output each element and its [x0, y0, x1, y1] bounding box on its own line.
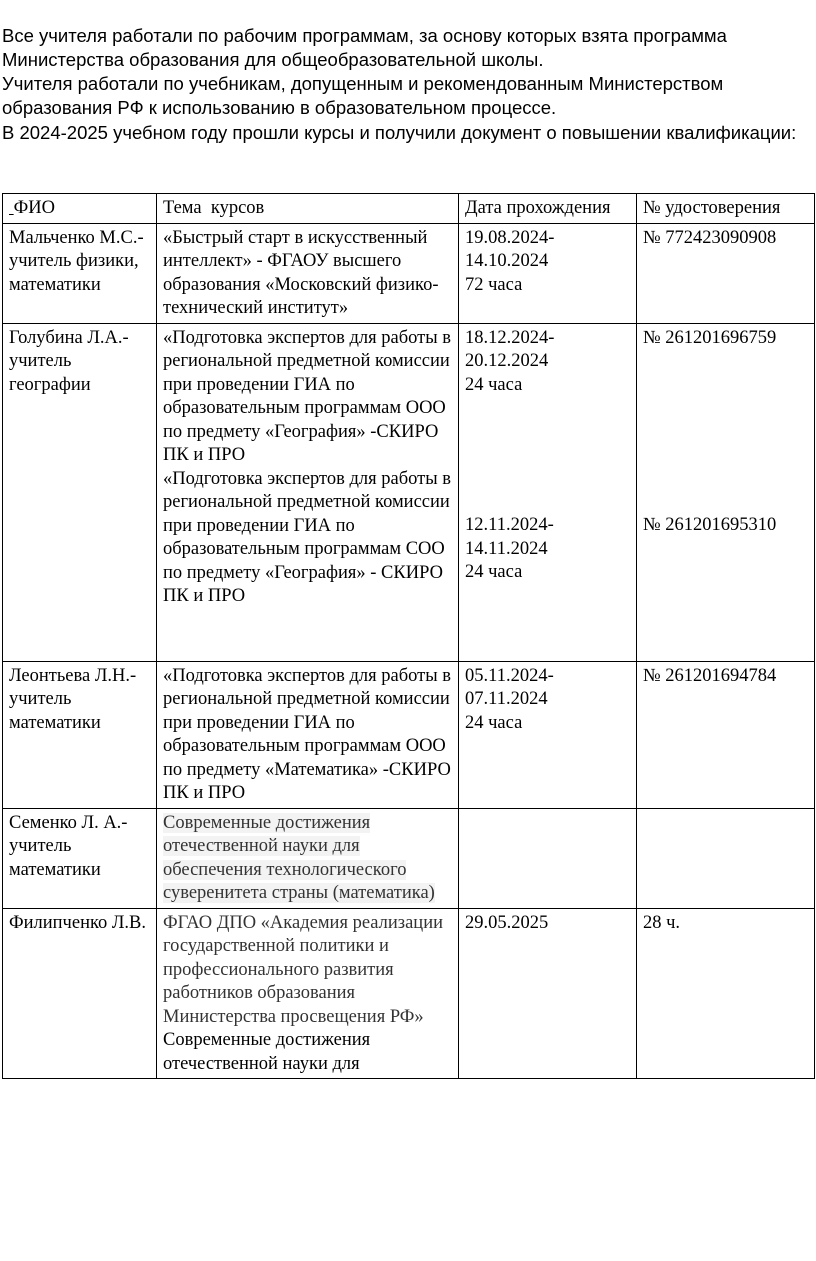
- cell-spacer: [643, 350, 808, 514]
- header-date: Дата прохождения: [459, 194, 637, 224]
- course-topic-text: Современные достижения отечественной науки для обеспечения технологического суверенитета страны (математика): [163, 812, 435, 903]
- course-topic: «Подготовка экспертов для работы в региональной предметной комиссии при проведении ГИА по образовательным программам ООО по предмету «Математика» -СКИРО ПК и ПРО: [157, 661, 459, 808]
- cell-spacer: [465, 397, 630, 514]
- course-date: [459, 808, 637, 908]
- header-cert: № удостоверения: [637, 194, 815, 224]
- certificate-number-second: № 261201695310: [643, 515, 777, 535]
- teacher-name: Филипченко Л.В.: [3, 908, 157, 1079]
- course-date: 29.05.2025: [459, 908, 637, 1079]
- header-topic: Тема курсов: [157, 194, 459, 224]
- intro-paragraph-textbooks: Учителя работали по учебникам, допущенным и рекомендованным Министерством образования РФ к использованию в образовательном процессе.: [2, 73, 724, 118]
- table-row: [3, 661, 815, 808]
- course-topic-second: Современные достижения отечественной науки для: [163, 1030, 371, 1074]
- intro-paragraph-programs: Все учителя работали по рабочим программам, за основу которых взята программа Министерства образования для общеобразовательной школы.: [2, 25, 727, 70]
- course-topic: [157, 908, 459, 1079]
- certificate-number: № 772423090908: [637, 223, 815, 323]
- teacher-name: Голубина Л.А.- учитель географии: [3, 323, 157, 661]
- course-topic-first: «Подготовка экспертов для работы в региональной предметной комиссии при проведении ГИА по образовательным программам ООО по предмету «География» -СКИРО ПК и ПРО: [163, 327, 452, 465]
- course-topic-second: «Подготовка экспертов для работы в региональной предметной комиссии при проведении ГИА по образовательным программам СОО по предмету «География» - СКИРО ПК и ПРО: [163, 468, 452, 606]
- table-row: [3, 908, 815, 1079]
- table-header-row: [3, 194, 815, 224]
- header-name: [3, 194, 157, 224]
- certificate-number: № 261201694784: [637, 661, 815, 808]
- table-row: [3, 223, 815, 323]
- intro-text: [2, 24, 814, 145]
- table-row: [3, 808, 815, 908]
- cell-spacer: [163, 609, 452, 659]
- course-topic-first: ФГАО ДПО «Академия реализации государственной политики и профессионального развития работников образования Министерства просвещения РФ»: [163, 912, 443, 1027]
- certificate-number-first: № 261201696759: [643, 327, 777, 348]
- courses-table: [2, 193, 815, 1079]
- course-date: [459, 323, 637, 661]
- teacher-name: Семенко Л. А.- учитель математики: [3, 808, 157, 908]
- course-date: 19.08.2024- 14.10.2024 72 часа: [459, 223, 637, 323]
- course-date-second: 12.11.2024- 14.11.2024 24 часа: [465, 515, 554, 582]
- teacher-name: Мальченко М.С.-учитель физики, математики: [3, 223, 157, 323]
- course-topic: [157, 808, 459, 908]
- course-date-first: 18.12.2024- 20.12.2024 24 часа: [465, 327, 555, 395]
- certificate-number: 28 ч.: [637, 908, 815, 1079]
- course-topic: «Быстрый старт в искусственный интеллект» - ФГАОУ высшего образования «Московский физико-технический институт»: [157, 223, 459, 323]
- certificate-number: [637, 808, 815, 908]
- course-date: 05.11.2024- 07.11.2024 24 часа: [459, 661, 637, 808]
- header-name-label: ФИО: [13, 198, 55, 218]
- table-row: [3, 323, 815, 661]
- certificate-number: [637, 323, 815, 661]
- intro-paragraph-courses: В 2024-2025 учебном году прошли курсы и получили документ о повышении квалификации:: [2, 122, 797, 143]
- teacher-name: Леонтьева Л.Н.- учитель математики: [3, 661, 157, 808]
- course-topic: [157, 323, 459, 661]
